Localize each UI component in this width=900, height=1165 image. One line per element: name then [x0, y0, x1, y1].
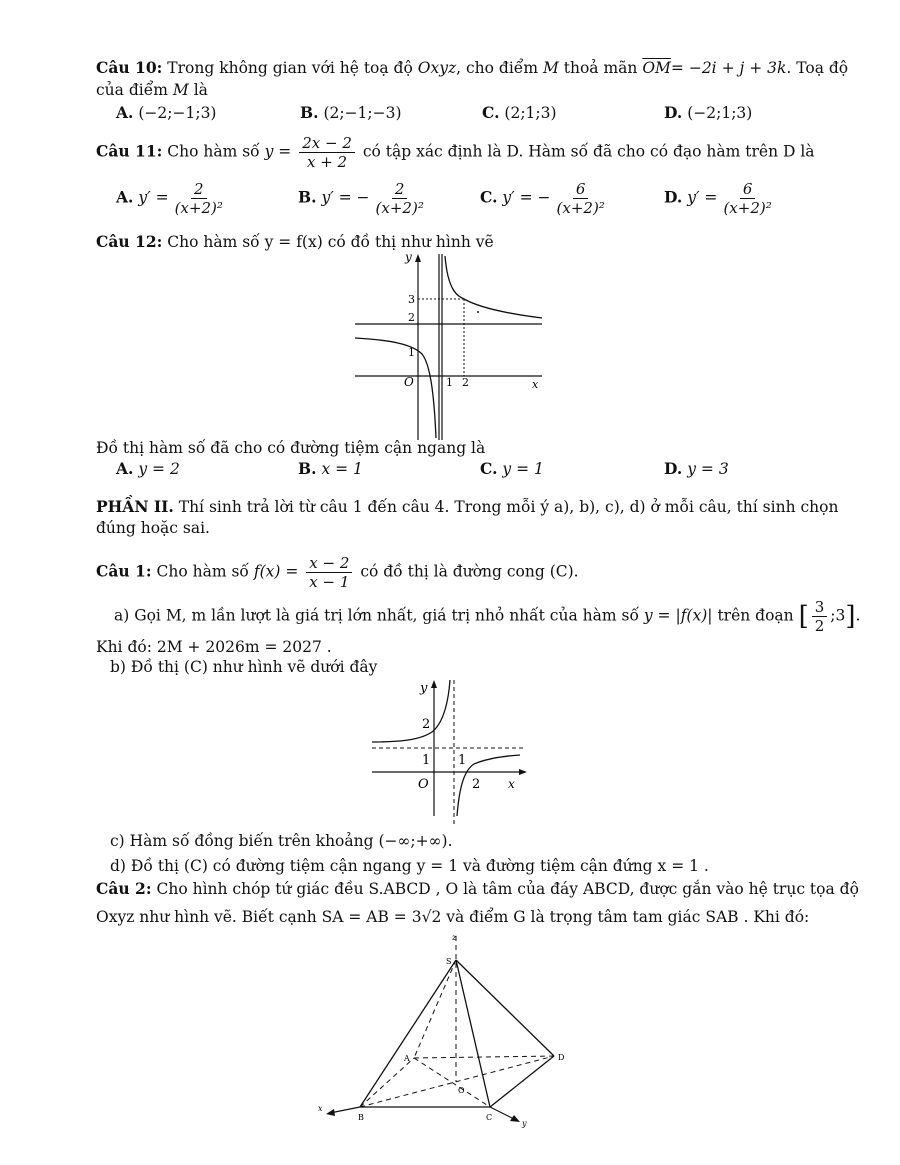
q10-option-b: B. (2;−1;−3): [300, 103, 402, 122]
tick-x1: 1: [458, 753, 467, 768]
q12-graph: [350, 252, 550, 442]
q11-option-b: B. y′ = − $\frac{2}{\text{(x+2)²}}$: [298, 180, 424, 217]
x-label: x: [318, 1104, 323, 1113]
q11-label: Câu 11:: [96, 141, 163, 161]
tick-2: 2: [408, 311, 415, 324]
q11-line1: Câu 11: Cho hàm số y = $\frac{2x - 2}{x + 2}$ có tập xác định là D. Hàm số đã cho có đạo hàm trên D là: [96, 134, 815, 171]
vertex-d: D: [558, 1053, 565, 1062]
tick-1: 1: [422, 753, 431, 768]
edge-cd: [490, 1056, 554, 1107]
c1-label: Câu 1:: [96, 561, 152, 581]
y-axis-arrow-icon: [431, 680, 437, 688]
q10-line1: Câu 10: Trong không gian với hệ toạ độ Oxyz, cho điểm M thoả mãn $\overline{OM}= -2i + j + 3k$. Toạ độ: [96, 58, 849, 77]
edge-sb: [360, 960, 456, 1107]
part2-heading: PHẦN II.: [96, 497, 174, 516]
edge-sa: [414, 960, 456, 1058]
q10-option-c: C. (2;1;3): [482, 103, 557, 122]
c1-line1: Câu 1: Cho hàm số f(x) = $\frac{x - 2}{x - 1}$ có đồ thị là đường cong (C).: [96, 554, 579, 591]
x-axis-label: x: [532, 378, 539, 391]
q10-line2: của điểm M là: [96, 81, 208, 99]
center-o: O: [458, 1086, 465, 1095]
vertex-c: C: [486, 1113, 493, 1122]
diagonal-ac: [414, 1058, 490, 1107]
y-label: y: [522, 1119, 527, 1128]
c2-line2: Oxyz như hình vẽ. Biết cạnh SA = AB = 3√2 và điểm G là trọng tâm tam giác SAB . Khi đó:: [96, 908, 810, 926]
pyramid-figure: [318, 930, 578, 1130]
vertex-s: S: [446, 957, 452, 966]
x-axis-arrow-icon: [326, 1109, 335, 1116]
c1-c: c) Hàm số đồng biến trên khoảng (−∞;+∞).: [110, 832, 453, 850]
tick-x1: 1: [446, 376, 453, 389]
y-axis-label: y: [405, 252, 412, 264]
edge-ad: [414, 1056, 554, 1058]
part2-line1: PHẦN II. Thí sinh trả lời từ câu 1 đến câu 4. Trong mỗi ý a), b), c), d) ở mỗi câu, thí sinh chọn: [96, 497, 839, 516]
c1-b: b) Đồ thị (C) như hình vẽ dưới đây: [110, 658, 378, 676]
q10-option-d: D. (−2;1;3): [664, 103, 753, 122]
tick-1: 1: [408, 346, 415, 359]
c1-graph: [370, 676, 530, 826]
q10-option-a: A. (−2;−1;3): [116, 103, 217, 122]
tick-3: 3: [408, 293, 415, 306]
part2-line2: đúng hoặc sai.: [96, 519, 210, 537]
x-axis: [330, 1107, 360, 1113]
c1-fraction: $\frac{x - 2}{x - 1}$: [306, 554, 352, 591]
graph-left-branch: [355, 338, 436, 438]
y-axis-arrow-icon: [510, 1115, 520, 1122]
y-axis-label: y: [420, 681, 428, 696]
q12-question: Đồ thị hàm số đã cho có đường tiệm cận ngang là: [96, 439, 486, 457]
c2-label: Câu 2:: [96, 879, 152, 898]
q11-option-a: A. y′ = $\frac{2}{\text{(x+2)²}}$: [116, 180, 223, 217]
q12-option-c: C. y = 1: [480, 459, 544, 478]
q11-option-c: C. y′ = − $\frac{6}{\text{(x+2)²}}$: [480, 180, 605, 217]
origin-label: O: [404, 375, 414, 389]
c2-line1: Câu 2: Cho hình chóp tứ giác đều S.ABCD , O là tâm của đáy ABCD, được gắn vào hệ trục tọa độ: [96, 879, 859, 898]
tick-x2: 2: [462, 376, 469, 389]
x-axis-arrow-icon: [519, 769, 527, 775]
q12-line1: Câu 12: Cho hàm số y = f(x) có đồ thị như hình vẽ: [96, 232, 494, 251]
q12-option-b: B. x = 1: [298, 459, 363, 478]
vertex-a: A: [404, 1054, 410, 1063]
tick-x2: 2: [472, 777, 481, 792]
z-label: z: [452, 933, 457, 942]
graph-left-branch: [372, 680, 450, 742]
edge-sc: [456, 960, 490, 1107]
c1-a-line2: Khi đó: 2M + 2026m = 2027 .: [96, 638, 332, 656]
graph-right-branch: [445, 256, 542, 318]
q11-option-d: D. y′ = $\frac{6}{\text{(x+2)²}}$: [664, 180, 772, 217]
q10-label: Câu 10:: [96, 58, 163, 77]
c1-d: d) Đồ thị (C) có đường tiệm cận ngang y = 1 và đường tiệm cận đứng x = 1 .: [110, 857, 709, 875]
edge-sd: [456, 960, 554, 1056]
q11-fraction: $\frac{2x - 2}{x + 2}$: [299, 134, 355, 171]
diagonal-bd: [360, 1056, 554, 1107]
y-axis-arrow-icon: [415, 254, 421, 262]
tick-2: 2: [422, 717, 431, 732]
c1-a: a) Gọi M, m lần lượt là giá trị lớn nhất, giá trị nhỏ nhất của hàm số y = |f(x)| trên đoạn [ $\frac{3}{2}$ ;3].: [114, 598, 861, 635]
vertex-b: B: [358, 1113, 364, 1122]
q12-label: Câu 12:: [96, 232, 163, 251]
x-axis-label: x: [508, 777, 515, 791]
origin-label: O: [418, 777, 429, 792]
q12-option-d: D. y = 3: [664, 459, 729, 478]
q12-option-a: A. y = 2: [116, 459, 180, 478]
